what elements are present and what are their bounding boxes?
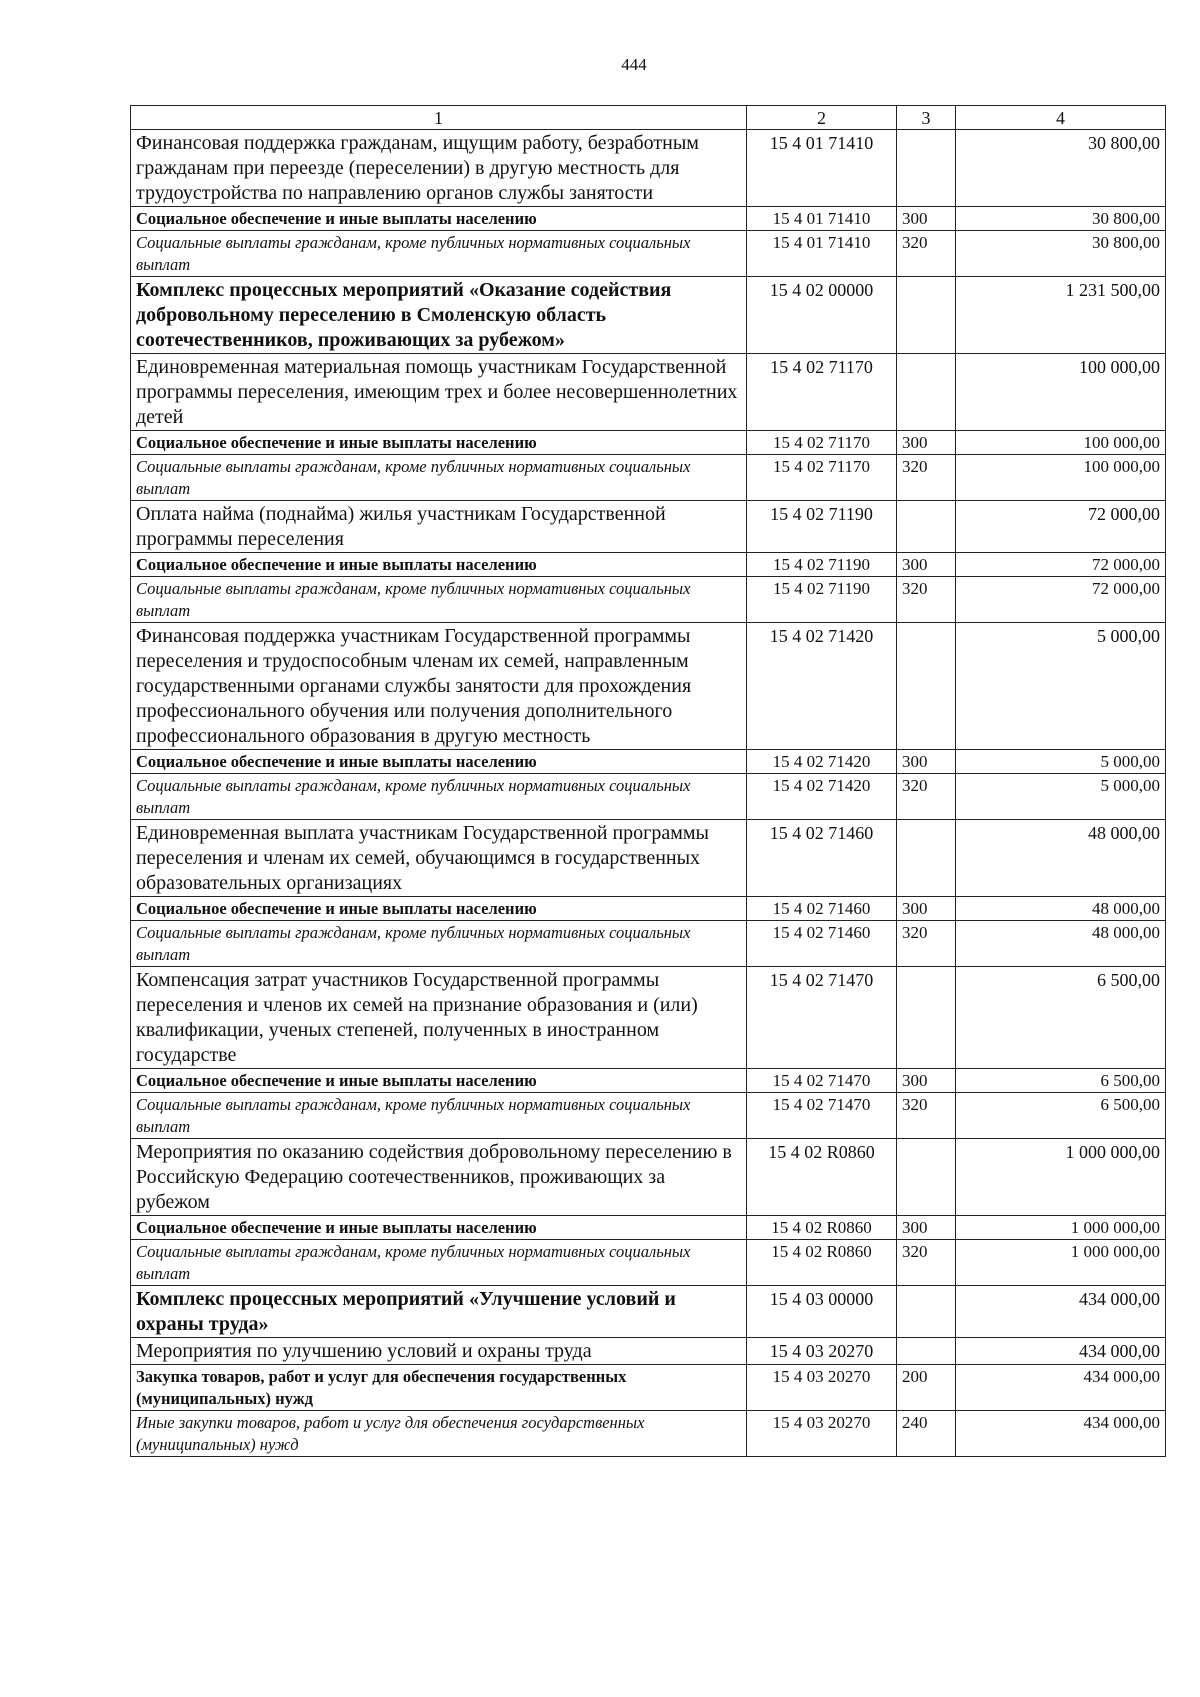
row-name: Социальные выплаты гражданам, кроме публичных нормативных социальных выплат — [131, 774, 747, 820]
row-type — [897, 277, 956, 354]
row-name: Социальные выплаты гражданам, кроме публичных нормативных социальных выплат — [131, 1240, 747, 1286]
row-sum: 6 500,00 — [956, 1069, 1166, 1093]
row-code: 15 4 02 71470 — [747, 1069, 897, 1093]
table-row — [131, 1240, 1166, 1286]
table-row — [131, 820, 1166, 897]
table-row — [131, 1216, 1166, 1240]
row-type: 320 — [897, 921, 956, 967]
row-code: 15 4 02 R0860 — [747, 1216, 897, 1240]
table-row — [131, 1286, 1166, 1338]
row-name: Социальное обеспечение и иные выплаты населению — [131, 1069, 747, 1093]
row-sum: 434 000,00 — [956, 1286, 1166, 1338]
row-sum: 434 000,00 — [956, 1365, 1166, 1411]
row-code: 15 4 02 71470 — [747, 1093, 897, 1139]
row-sum: 30 800,00 — [956, 207, 1166, 231]
row-name: Социальные выплаты гражданам, кроме публичных нормативных социальных выплат — [131, 455, 747, 501]
row-name: Социальное обеспечение и иные выплаты населению — [131, 431, 747, 455]
row-type — [897, 1338, 956, 1365]
row-sum: 100 000,00 — [956, 354, 1166, 431]
header-col-3: 3 — [897, 106, 956, 130]
table-row — [131, 750, 1166, 774]
row-code: 15 4 02 71460 — [747, 820, 897, 897]
row-name: Комплекс процессных мероприятий «Оказание содействия добровольному переселению в Смоленскую область соотечественников, проживающих за рубежом» — [131, 277, 747, 354]
row-code: 15 4 03 00000 — [747, 1286, 897, 1338]
row-name: Компенсация затрат участников Государственной программы переселения и членов их семей на признание образования и (или) квалификации, ученых степеней, полученных в иностранном государстве — [131, 967, 747, 1069]
header-col-4: 4 — [956, 106, 1166, 130]
table-row — [131, 1093, 1166, 1139]
budget-table — [130, 105, 1166, 1457]
table-row — [131, 577, 1166, 623]
row-sum: 100 000,00 — [956, 431, 1166, 455]
table-row — [131, 431, 1166, 455]
table-row — [131, 1411, 1166, 1457]
page-number: 444 — [621, 55, 647, 74]
table-row — [131, 207, 1166, 231]
row-code: 15 4 02 71190 — [747, 577, 897, 623]
row-name: Оплата найма (поднайма) жилья участникам Государственной программы переселения — [131, 501, 747, 553]
table-row — [131, 501, 1166, 553]
row-code: 15 4 01 71410 — [747, 207, 897, 231]
table-row — [131, 354, 1166, 431]
row-sum: 434 000,00 — [956, 1338, 1166, 1365]
table-row — [131, 623, 1166, 750]
row-type: 320 — [897, 231, 956, 277]
table-row — [131, 1139, 1166, 1216]
row-code: 15 4 03 20270 — [747, 1365, 897, 1411]
row-name: Мероприятия по оказанию содействия добровольному переселению в Российскую Федерацию соотечественников, проживающих за рубежом — [131, 1139, 747, 1216]
row-name: Иные закупки товаров, работ и услуг для обеспечения государственных (муниципальных) нужд — [131, 1411, 747, 1457]
row-type — [897, 623, 956, 750]
table-row — [131, 130, 1166, 207]
row-code: 15 4 02 71420 — [747, 750, 897, 774]
row-sum: 100 000,00 — [956, 455, 1166, 501]
row-type — [897, 1286, 956, 1338]
row-code: 15 4 02 71170 — [747, 354, 897, 431]
row-sum: 30 800,00 — [956, 130, 1166, 207]
table-row — [131, 231, 1166, 277]
row-type: 300 — [897, 750, 956, 774]
table-row — [131, 774, 1166, 820]
row-sum: 1 000 000,00 — [956, 1240, 1166, 1286]
row-code: 15 4 02 71190 — [747, 501, 897, 553]
row-name: Социальное обеспечение и иные выплаты населению — [131, 750, 747, 774]
budget-table-body — [131, 106, 1166, 1457]
table-row — [131, 553, 1166, 577]
row-name: Финансовая поддержка участникам Государственной программы переселения и трудоспособным членам их семей, направленным государственными органами службы занятости для прохождения профессионального обучения или получения дополнительного профессионального образования в другую местность — [131, 623, 747, 750]
row-code: 15 4 02 71170 — [747, 455, 897, 501]
row-sum: 1 231 500,00 — [956, 277, 1166, 354]
table-row — [131, 1338, 1166, 1365]
row-type: 300 — [897, 897, 956, 921]
row-name: Единовременная материальная помощь участникам Государственной программы переселения, имеющим трех и более несовершеннолетних детей — [131, 354, 747, 431]
table-row — [131, 277, 1166, 354]
row-sum: 72 000,00 — [956, 577, 1166, 623]
row-type — [897, 967, 956, 1069]
header-col-1: 1 — [131, 106, 747, 130]
row-name: Социальное обеспечение и иные выплаты населению — [131, 1216, 747, 1240]
row-sum: 5 000,00 — [956, 623, 1166, 750]
row-code: 15 4 03 20270 — [747, 1338, 897, 1365]
row-code: 15 4 02 71190 — [747, 553, 897, 577]
row-code: 15 4 03 20270 — [747, 1411, 897, 1457]
row-code: 15 4 02 71470 — [747, 967, 897, 1069]
table-row — [131, 967, 1166, 1069]
row-code: 15 4 02 71460 — [747, 897, 897, 921]
row-name: Социальные выплаты гражданам, кроме публичных нормативных социальных выплат — [131, 231, 747, 277]
row-type: 300 — [897, 207, 956, 231]
row-code: 15 4 02 71420 — [747, 623, 897, 750]
row-sum: 30 800,00 — [956, 231, 1166, 277]
table-row — [131, 1069, 1166, 1093]
row-type — [897, 1139, 956, 1216]
row-code: 15 4 02 71420 — [747, 774, 897, 820]
row-sum: 6 500,00 — [956, 967, 1166, 1069]
row-sum: 48 000,00 — [956, 820, 1166, 897]
row-name: Социальное обеспечение и иные выплаты населению — [131, 897, 747, 921]
row-type: 320 — [897, 455, 956, 501]
row-name: Социальные выплаты гражданам, кроме публичных нормативных социальных выплат — [131, 921, 747, 967]
row-type — [897, 130, 956, 207]
row-sum: 48 000,00 — [956, 897, 1166, 921]
row-type — [897, 501, 956, 553]
table-row — [131, 1365, 1166, 1411]
row-name: Социальное обеспечение и иные выплаты населению — [131, 553, 747, 577]
row-code: 15 4 02 71460 — [747, 921, 897, 967]
row-code: 15 4 02 R0860 — [747, 1240, 897, 1286]
row-code: 15 4 02 71170 — [747, 431, 897, 455]
row-name: Финансовая поддержка гражданам, ищущим работу, безработным гражданам при переезде (переселении) в другую местность для трудоустройства по направлению органов службы занятости — [131, 130, 747, 207]
row-type: 320 — [897, 774, 956, 820]
table-row — [131, 897, 1166, 921]
row-type: 300 — [897, 553, 956, 577]
row-sum: 5 000,00 — [956, 750, 1166, 774]
row-code: 15 4 02 R0860 — [747, 1139, 897, 1216]
row-sum: 434 000,00 — [956, 1411, 1166, 1457]
row-name: Закупка товаров, работ и услуг для обеспечения государственных (муниципальных) нужд — [131, 1365, 747, 1411]
row-name: Социальные выплаты гражданам, кроме публичных нормативных социальных выплат — [131, 577, 747, 623]
row-sum: 48 000,00 — [956, 921, 1166, 967]
row-sum: 5 000,00 — [956, 774, 1166, 820]
row-type: 320 — [897, 1240, 956, 1286]
row-type: 300 — [897, 1069, 956, 1093]
row-name: Единовременная выплата участникам Государственной программы переселения и членам их семей, обучающимся в государственных образовательных организациях — [131, 820, 747, 897]
row-type: 320 — [897, 577, 956, 623]
row-name: Социальное обеспечение и иные выплаты населению — [131, 207, 747, 231]
row-type — [897, 354, 956, 431]
row-name: Социальные выплаты гражданам, кроме публичных нормативных социальных выплат — [131, 1093, 747, 1139]
row-sum: 1 000 000,00 — [956, 1139, 1166, 1216]
row-type: 300 — [897, 1216, 956, 1240]
table-row — [131, 455, 1166, 501]
row-code: 15 4 01 71410 — [747, 130, 897, 207]
row-code: 15 4 02 00000 — [747, 277, 897, 354]
row-sum: 72 000,00 — [956, 501, 1166, 553]
row-name: Мероприятия по улучшению условий и охраны труда — [131, 1338, 747, 1365]
row-type: 200 — [897, 1365, 956, 1411]
row-type: 240 — [897, 1411, 956, 1457]
table-header-row — [131, 106, 1166, 130]
row-sum: 72 000,00 — [956, 553, 1166, 577]
row-type: 320 — [897, 1093, 956, 1139]
row-type — [897, 820, 956, 897]
row-sum: 1 000 000,00 — [956, 1216, 1166, 1240]
row-type: 300 — [897, 431, 956, 455]
row-sum: 6 500,00 — [956, 1093, 1166, 1139]
row-name: Комплекс процессных мероприятий «Улучшение условий и охраны труда» — [131, 1286, 747, 1338]
header-col-2: 2 — [747, 106, 897, 130]
row-code: 15 4 01 71410 — [747, 231, 897, 277]
table-row — [131, 921, 1166, 967]
